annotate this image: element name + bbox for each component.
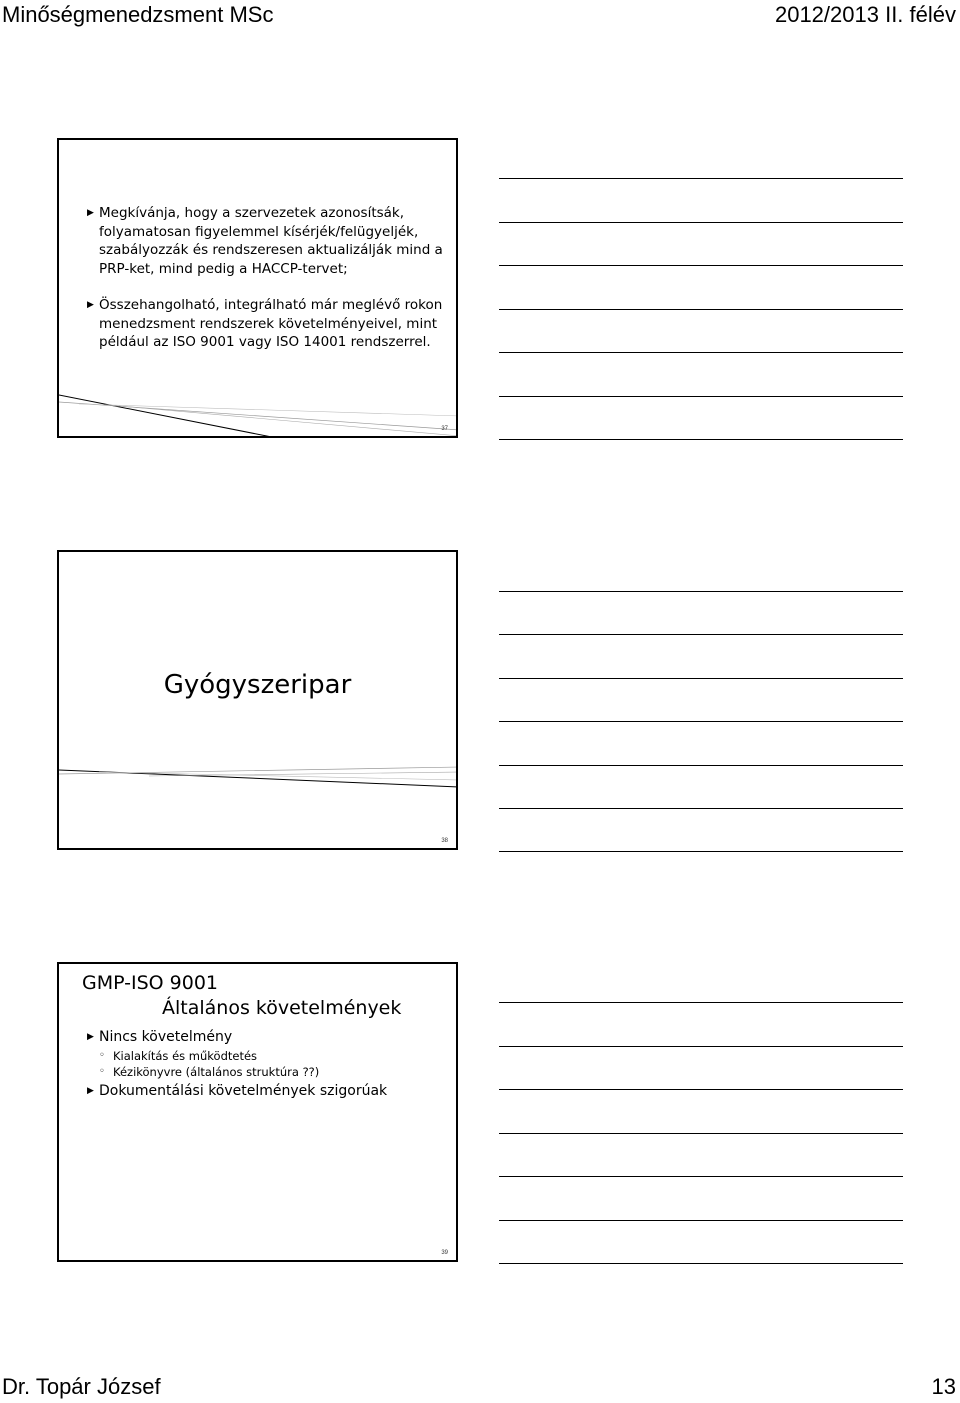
note-line [499, 851, 903, 852]
triangle-right-icon: ▶ [87, 1032, 94, 1042]
note-line [499, 1046, 903, 1047]
footer-page-number: 13 [931, 1374, 956, 1399]
slide-decoration [59, 140, 458, 438]
triangle-right-icon: ▶ [87, 1086, 94, 1096]
header-semester: 2012/2013 II. félév [774, 2, 956, 27]
footer-author: Dr. Topár József [2, 1374, 161, 1399]
note-line [499, 439, 903, 440]
slide-39 [57, 962, 458, 1262]
note-line [499, 396, 903, 397]
note-line [499, 678, 903, 679]
note-line [499, 352, 903, 353]
slide-number: 37 [441, 426, 448, 432]
triangle-right-icon: ▶ [87, 208, 94, 218]
bullet-item [83, 1028, 232, 1046]
slide-38 [57, 550, 458, 850]
bullet-text: Nincs követelmény [99, 1029, 233, 1045]
circle-outline-icon: ◦ [99, 1066, 105, 1077]
bullet-item [83, 1082, 387, 1100]
note-line [499, 765, 903, 766]
slide-decoration [59, 552, 458, 850]
note-line [499, 1263, 903, 1264]
bullet-item [83, 204, 453, 278]
note-line [499, 591, 903, 592]
sub-bullet-item [99, 1048, 257, 1064]
slide-number: 38 [441, 838, 448, 844]
slide-title: Gyógyszeripar [163, 670, 352, 700]
bullet-text: Összehangolható, integrálható már meglévő rokon menedzsment rendszerek követelményeivel, mint például az ISO 9001 vagy ISO 14001 rendszerrel. [99, 297, 443, 350]
note-line [499, 1002, 903, 1003]
note-line [499, 1133, 903, 1134]
bullet-item [83, 296, 453, 352]
note-line [499, 721, 903, 722]
note-line [499, 222, 903, 223]
slide-title-line1: GMP-ISO 9001 [82, 972, 219, 994]
sub-bullet-item [99, 1064, 319, 1080]
triangle-right-icon: ▶ [87, 300, 94, 310]
bullet-text: Dokumentálási követelmények szigorúak [99, 1083, 388, 1099]
slide-number: 39 [441, 1250, 448, 1256]
note-line [499, 634, 903, 635]
note-line [499, 265, 903, 266]
bullet-text: Megkívánja, hogy a szervezetek azonosítsák, folyamatosan figyelemmel kísérjék/felügyeljék, szabályozzák és rendszeresen aktualizálják mind a PRP-ket, mind pedig a HACCP-tervet; [99, 205, 443, 277]
note-line [499, 1089, 903, 1090]
note-line [499, 1220, 903, 1221]
sub-bullet-text: Kézikönyvre (általános struktúra ??) [113, 1065, 320, 1079]
note-line [499, 309, 903, 310]
slide-title-line2: Általános követelmények [162, 997, 402, 1019]
circle-outline-icon: ◦ [99, 1050, 105, 1061]
sub-bullet-text: Kialakítás és működtetés [113, 1049, 258, 1063]
header-course-title: Minőségmenedzsment MSc [2, 2, 274, 27]
slide-37 [57, 138, 458, 438]
note-line [499, 178, 903, 179]
note-line [499, 808, 903, 809]
note-line [499, 1176, 903, 1177]
